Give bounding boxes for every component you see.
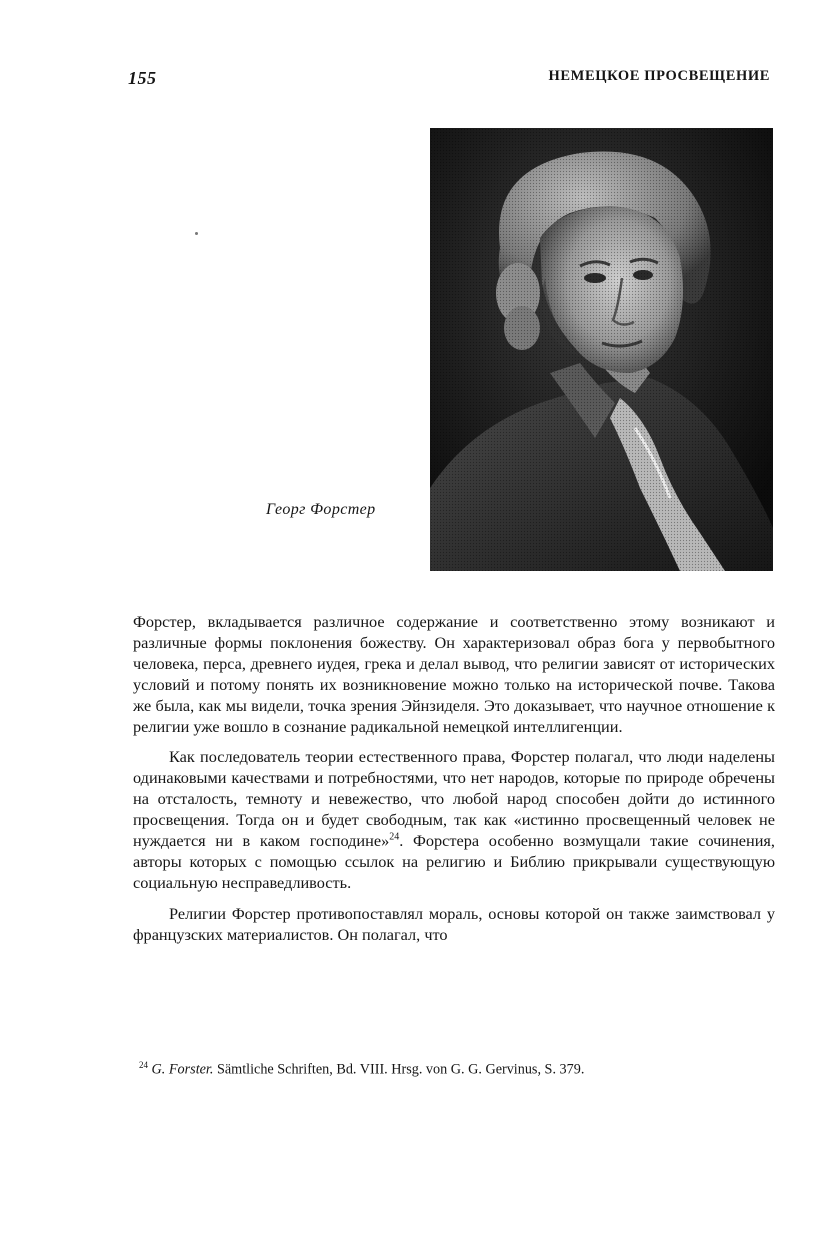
paragraph-2 xyxy=(133,747,775,893)
print-speck xyxy=(195,232,198,235)
page-number: 155 xyxy=(128,68,157,88)
figure-caption: Георг Форстер xyxy=(266,501,376,518)
paragraph-3: Религии Форстер противопоставлял мораль, основы которой он также заимствовал у французских материалистов. Он полагал, что xyxy=(133,903,775,944)
footnote-author: G. Forster. xyxy=(151,1061,214,1078)
portrait-image xyxy=(430,128,773,571)
footnote-reference: 24 xyxy=(389,831,400,843)
footnote-number: 24 xyxy=(139,1060,148,1070)
footnote-text: Sämtliche Schriften, Bd. VIII. Hrsg. von G. G. Gervinus, S. 379. xyxy=(213,1061,585,1078)
running-title: НЕМЕЦКОЕ ПРОСВЕЩЕНИЕ xyxy=(548,68,770,84)
body-text xyxy=(133,612,775,946)
paragraph-2-continuation: . Форстера особенно возмущали такие сочинения, авторы которых с помощью ссылок на религию и Библию прикрывали существующую социальную несправедливость. xyxy=(133,831,775,892)
footnote xyxy=(139,1056,779,1079)
paragraph-1: Форстер, вкладывается различное содержание и соответственно этому возникают и различные формы поклонения божеству. Он характеризовал образ бога у первобытного человека, перса, древнего иудея, грека и делал вывод, что религии зависят от исторических условий и потому понять их возникновение можно только на исторической почве. Такова же была, как мы видели, точка зрения Эйнзиделя. Это доказывает, что научное отношение к религии уже вошло в сознание радикальной немецкой интеллигенции. xyxy=(133,612,775,736)
paragraph-2-text: Как последователь теории естественного права, Форстер полагал, что люди наделены одинаковыми качествами и потребностями, что нет народов, которые по природе обречены на отсталость, темноту и невежество, что любой народ способен дойти до истинного просвещения. Тогда он и будет свободным, так как «истинно просвещенный человек не нуждается ни в каком господине» xyxy=(133,747,775,851)
